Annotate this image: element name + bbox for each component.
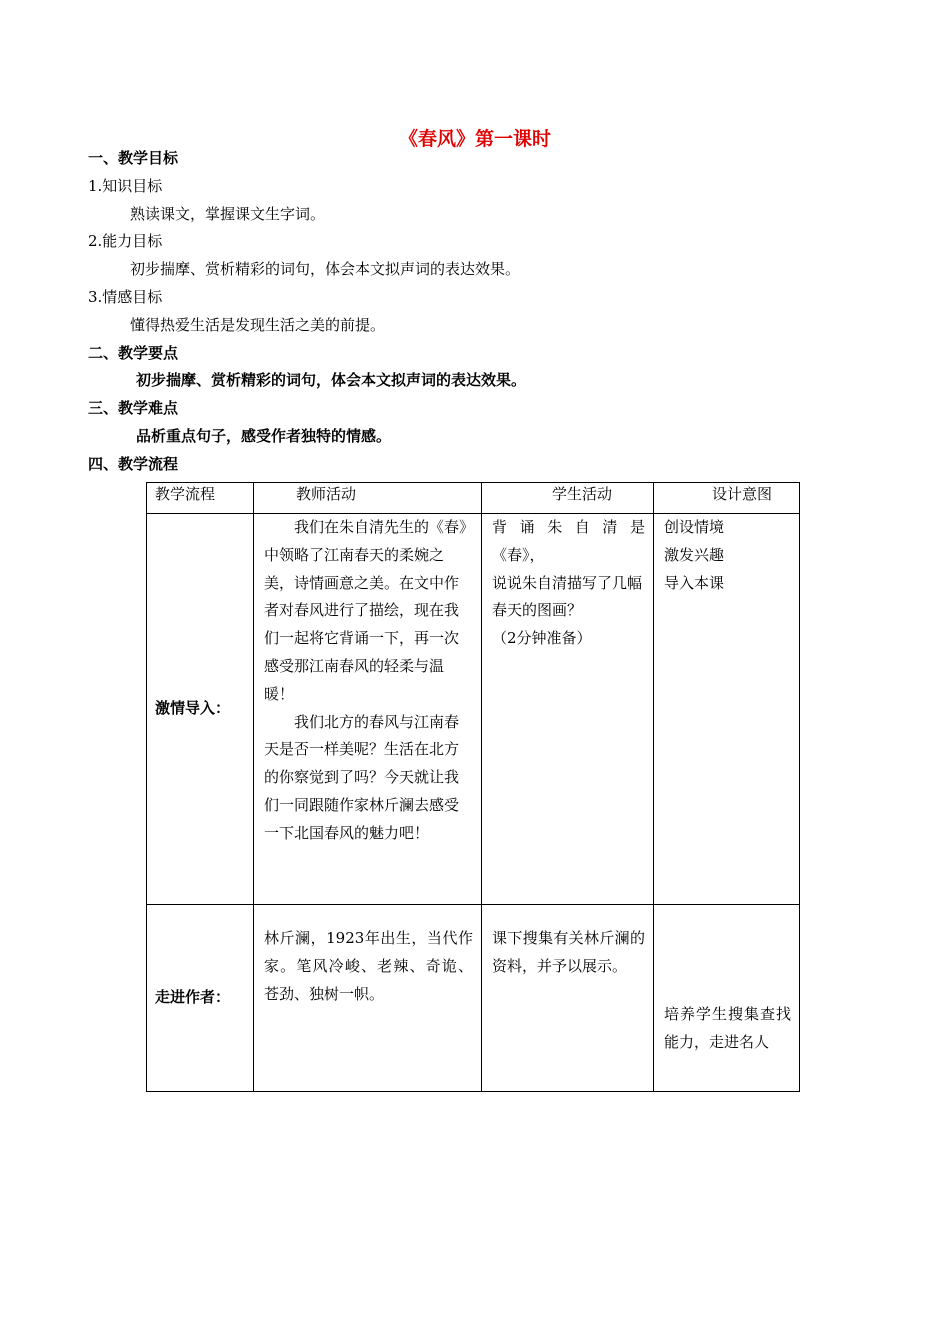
section-heading-objectives: 一、教学目标 <box>88 149 179 167</box>
section-heading-process: 四、教学流程 <box>88 455 179 473</box>
teacher-activity-paragraph: 林斤澜，1923年出生，当代作家。笔风冷峻、老辣、奇诡、苍劲、独树一帜。 <box>264 929 473 1003</box>
goal-emotion-text: 懂得热爱生活是发现生活之美的前提。 <box>130 316 386 334</box>
table-header-row <box>147 483 800 514</box>
teacher-activity-paragraph: 我们在朱自清先生的《春》中领略了江南春天的柔婉之美，诗情画意之美。在文中作者对春风进行了描绘，现在我们一起将它背诵一下，再一次感受那江南春风的轻柔与温暖！ <box>264 518 467 703</box>
teacher-activity-cell <box>254 514 482 905</box>
student-activity-line: 说说朱自清描写了几幅春天的图画？ <box>492 573 643 620</box>
design-intent-line: 导入本课 <box>664 573 725 592</box>
design-intent-cell <box>654 905 800 1092</box>
table-header-cell: 设计意图 <box>654 483 800 514</box>
student-activity-line: 《春》， <box>492 545 545 564</box>
table-row <box>147 905 800 1092</box>
section-heading-keypoints: 二、教学要点 <box>88 344 179 362</box>
student-activity-cell <box>482 514 654 905</box>
design-intent-cell <box>654 514 800 905</box>
student-activity-line: （2分钟准备） <box>492 629 592 648</box>
design-intent-line: 创设情境 <box>664 518 725 536</box>
table-row <box>147 514 800 905</box>
row-label-intro: 激情导入： <box>147 514 254 905</box>
design-intent-paragraph: 培养学生搜集查找能力，走进名人 <box>664 1005 791 1051</box>
table-header-cell: 教师活动 <box>254 483 482 514</box>
teacher-activity-paragraph: 我们北方的春风与江南春天是否一样美呢？生活在北方的你察觉到了吗？今天就让我们一同跟随作家林斤澜去感受一下北国春风的魅力吧！ <box>264 712 460 842</box>
student-activity-line: 背诵朱自清是 <box>492 518 645 536</box>
design-intent-line: 激发兴趣 <box>664 545 725 564</box>
row-label-author: 走进作者： <box>147 905 254 1092</box>
goal-emotion-label: 3.情感目标 <box>88 288 163 306</box>
goal-ability-text: 初步揣摩、赏析精彩的词句，体会本文拟声词的表达效果。 <box>130 260 521 278</box>
teacher-activity-cell <box>254 905 482 1092</box>
table-header-cell: 教学流程 <box>147 483 254 514</box>
keypoints-text: 初步揣摩、赏析精彩的词句，体会本文拟声词的表达效果。 <box>136 371 527 389</box>
goal-ability-label: 2.能力目标 <box>88 232 163 250</box>
section-heading-difficulties: 三、教学难点 <box>88 399 179 417</box>
page-title: 《春风》第一课时 <box>398 128 551 150</box>
student-activity-paragraph: 课下搜集有关林斤澜的资料，并予以展示。 <box>492 929 645 975</box>
teaching-process-table <box>146 482 800 1092</box>
table-header-cell: 学生活动 <box>482 483 654 514</box>
goal-knowledge-label: 1.知识目标 <box>88 177 163 195</box>
goal-knowledge-text: 熟读课文，掌握课文生字词。 <box>130 205 326 223</box>
difficulties-text: 品析重点句子，感受作者独特的情感。 <box>136 427 392 445</box>
student-activity-cell <box>482 905 654 1092</box>
